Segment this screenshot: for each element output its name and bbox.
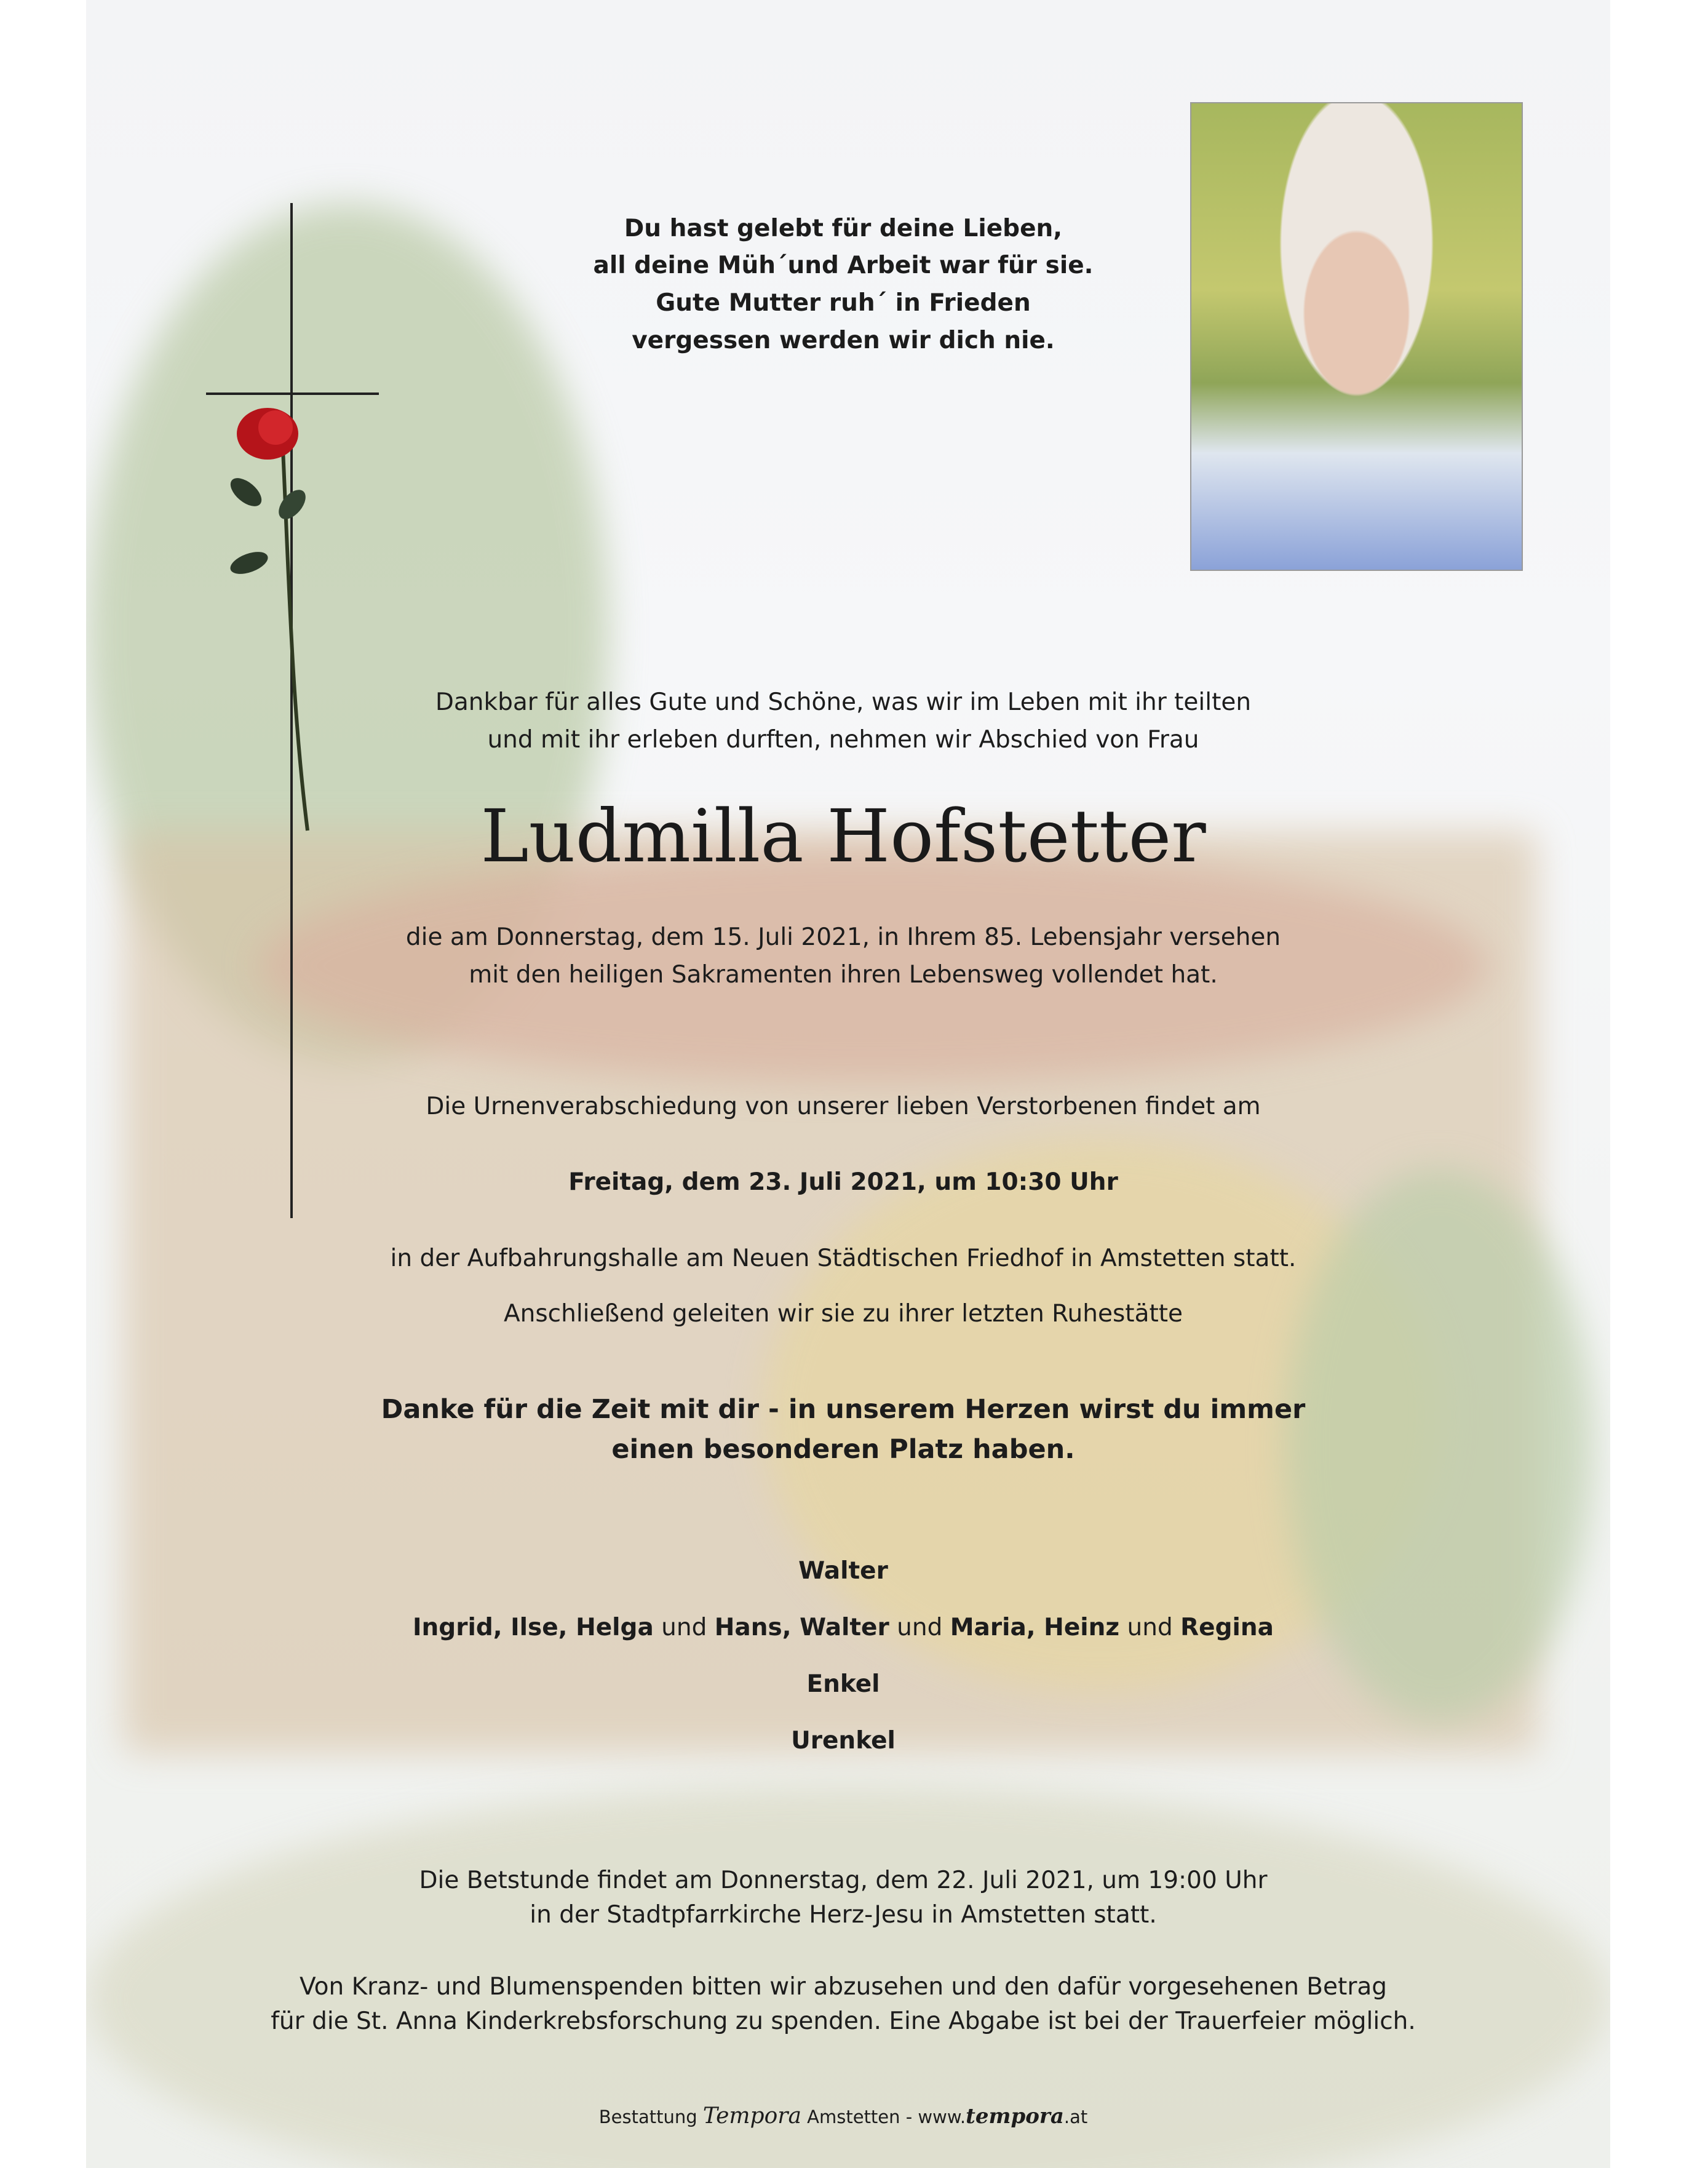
conjunction: und bbox=[1119, 1614, 1181, 1641]
family-names: Hans, Walter bbox=[714, 1614, 889, 1641]
ceremony-intro: Die Urnenverabschiedung von unserer lieben Verstorbenen findet am bbox=[426, 1093, 1261, 1120]
death-line: die am Donnerstag, dem 15. Juli 2021, in Ihrem 85. Lebensjahr versehen bbox=[405, 923, 1281, 951]
family-names: Ingrid, Ilse, Helga bbox=[413, 1614, 654, 1641]
ceremony-location: in der Aufbahrungshalle am Neuen Städtischen Friedhof in Amstetten statt. bbox=[390, 1245, 1297, 1272]
rose-icon bbox=[221, 400, 320, 843]
footer-text: Bestattung bbox=[598, 2106, 703, 2127]
mourner-family bbox=[228, 1616, 1458, 1640]
donation-line: Von Kranz- und Blumenspenden bitten wir abzusehen und den dafür vorgesehenen Betrag bbox=[299, 1973, 1388, 2001]
brand-link: tempora bbox=[966, 2104, 1064, 2129]
mourner-grandchildren: Enkel bbox=[806, 1670, 880, 1698]
poem-line: Du hast gelebt für deine Lieben, bbox=[624, 215, 1063, 242]
deceased-name: Ludmilla Hofstetter bbox=[480, 794, 1206, 879]
poem-line: all deine Müh´und Arbeit war für sie. bbox=[593, 252, 1094, 279]
conjunction: und bbox=[889, 1614, 950, 1641]
mourner-walter: Walter bbox=[798, 1557, 888, 1585]
intro-line: Dankbar für alles Gute und Schöne, was wir im Leben mit ihr teilten bbox=[435, 688, 1252, 716]
conjunction: und bbox=[653, 1614, 715, 1641]
death-line: mit den heiligen Sakramenten ihren Lebensweg vollendet hat. bbox=[469, 961, 1218, 989]
thanks-line: einen besonderen Platz haben. bbox=[611, 1434, 1075, 1465]
brand-logo: Tempora bbox=[702, 2103, 801, 2129]
family-names: Maria, Heinz bbox=[950, 1614, 1120, 1641]
mourner-great-grandchildren: Urenkel bbox=[791, 1727, 896, 1755]
footer-text: Amstetten - www. bbox=[801, 2106, 966, 2127]
footer-text: .at bbox=[1063, 2106, 1088, 2127]
family-names: Regina bbox=[1180, 1614, 1274, 1641]
ceremony-date: Freitag, dem 23. Juli 2021, um 10:30 Uhr bbox=[568, 1168, 1118, 1196]
poem-line: Gute Mutter ruh´ in Frieden bbox=[656, 289, 1031, 317]
prayer-line: Die Betstunde findet am Donnerstag, dem 22. Juli 2021, um 19:00 Uhr bbox=[419, 1867, 1268, 1894]
prayer-line: in der Stadtpfarrkirche Herz-Jesu in Amstetten statt. bbox=[530, 1901, 1157, 1929]
thanks-line: Danke für die Zeit mit dir - in unserem Herzen wirst du immer bbox=[381, 1394, 1306, 1425]
intro-line: und mit ihr erleben durften, nehmen wir Abschied von Frau bbox=[487, 726, 1199, 754]
footer bbox=[228, 2105, 1458, 2127]
donation-line: für die St. Anna Kinderkrebsforschung zu spenden. Eine Abgabe ist bei der Trauerfeier möglich. bbox=[271, 2007, 1416, 2035]
ceremony-after: Anschließend geleiten wir sie zu ihrer letzten Ruhestätte bbox=[503, 1300, 1183, 1328]
poem-line: vergessen werden wir dich nie. bbox=[632, 327, 1055, 354]
